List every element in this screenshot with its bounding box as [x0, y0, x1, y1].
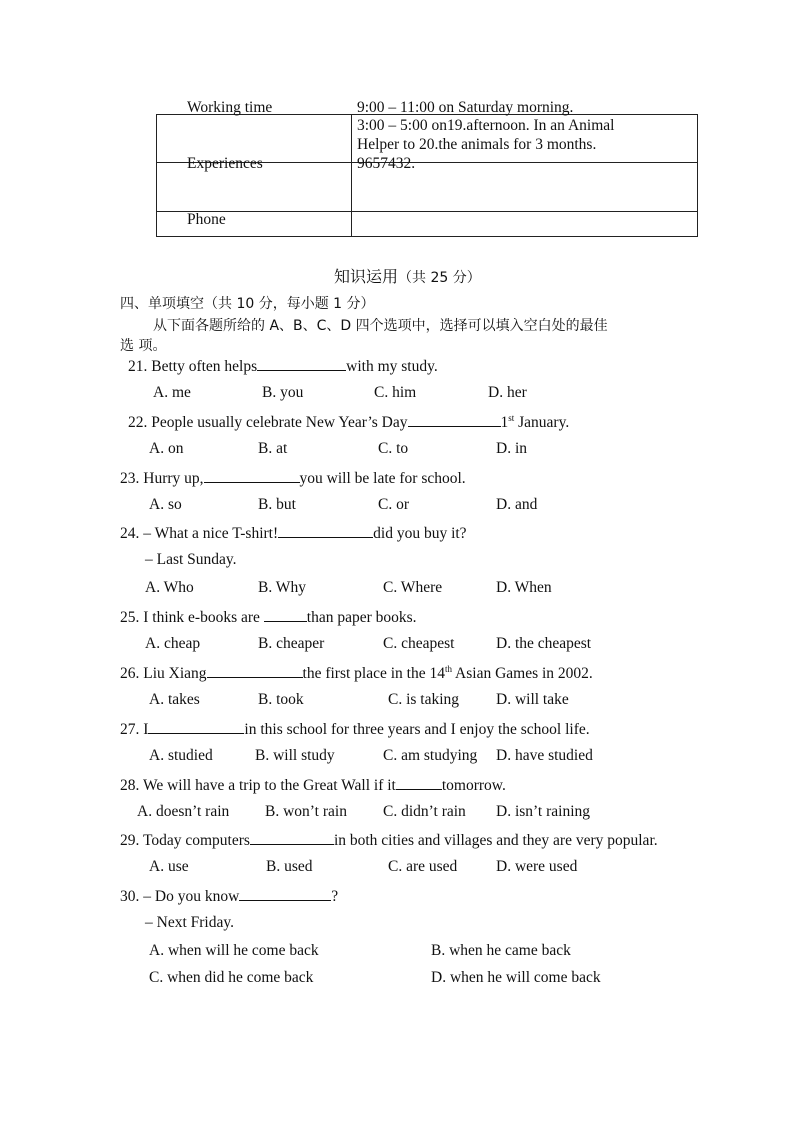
option-b: B. used — [266, 858, 313, 875]
option-a: A. so — [149, 496, 182, 513]
option-d: D. when he will come back — [431, 969, 601, 986]
question-26 — [120, 663, 593, 683]
section-title-score: （共 25 分） — [398, 270, 481, 286]
option-d: D. in — [496, 440, 527, 457]
answer-blank[interactable] — [396, 775, 442, 790]
question-22 — [128, 412, 569, 432]
section-title — [334, 264, 481, 287]
option-a: A. takes — [149, 691, 200, 708]
question-23 — [120, 468, 466, 488]
question-stem: you will be late for school. — [299, 470, 466, 487]
question-24 — [120, 523, 467, 543]
answer-blank[interactable] — [239, 886, 331, 901]
option-c: C. him — [374, 384, 417, 401]
answer-blank[interactable] — [250, 830, 334, 845]
table-border-right — [697, 114, 698, 236]
question-stem: tomorrow. — [441, 777, 506, 794]
option-a: A. me — [153, 384, 191, 401]
option-d: D. her — [488, 384, 527, 401]
option-b: B. cheaper — [258, 635, 325, 652]
phone-number: 9657432. — [357, 155, 416, 172]
question-stem: 30. – Do you know — [120, 888, 240, 905]
option-a: A. on — [149, 440, 184, 457]
dialogue-reply: – Next Friday. — [145, 914, 234, 931]
option-b: B. you — [262, 384, 304, 401]
table-text-line: 3:00 – 5:00 on19.afternoon. In an Animal — [357, 117, 615, 134]
option-a: A. cheap — [145, 635, 201, 652]
question-stem: 24. – What a nice T-shirt! — [120, 525, 279, 542]
option-b: B. at — [258, 440, 288, 457]
answer-blank[interactable] — [264, 607, 307, 622]
option-a: A. use — [149, 858, 189, 875]
question-stem: 23. Hurry up, — [120, 470, 204, 487]
option-c: C. are used — [388, 858, 458, 875]
option-a: A. when will he come back — [149, 942, 319, 959]
answer-blank[interactable] — [257, 356, 346, 371]
option-c: C. is taking — [388, 691, 460, 708]
working-time-label: Working time — [187, 99, 273, 116]
option-d: D. have studied — [496, 747, 593, 764]
question-stem: 26. Liu Xiang — [120, 665, 207, 682]
question-29 — [120, 830, 658, 850]
answer-blank[interactable] — [408, 412, 501, 427]
option-b: B. but — [258, 496, 296, 513]
question-stem: 27. I — [120, 721, 149, 738]
option-b: B. took — [258, 691, 304, 708]
table-border-bottom — [156, 236, 698, 237]
option-d: D. When — [496, 579, 552, 596]
question-stem: 22. People usually celebrate New Year’s Day — [128, 414, 408, 431]
phone-label: Phone — [187, 211, 226, 228]
question-stem: Asian Games in 2002. — [452, 665, 593, 682]
dialogue-reply: – Last Sunday. — [145, 551, 237, 568]
option-c: C. am studying — [383, 747, 478, 764]
question-stem: with my study. — [346, 358, 438, 375]
option-b: B. will study — [255, 747, 335, 764]
part-heading: 四、单项填空（共 10 分，每小题 1 分） — [120, 296, 375, 312]
question-stem: 25. I think e-books are — [120, 609, 264, 626]
working-time-value: 9:00 – 11:00 on Saturday morning. — [357, 99, 574, 116]
ordinal-suffix: th — [445, 663, 453, 674]
question-stem: in this school for three years and I enjoy the school life. — [244, 721, 590, 738]
table-divider — [156, 211, 698, 212]
question-28 — [120, 775, 506, 795]
option-a: A. studied — [149, 747, 213, 764]
instruction-line: 选 项。 — [120, 338, 167, 354]
answer-blank[interactable] — [278, 523, 373, 538]
answer-blank[interactable] — [148, 719, 244, 734]
option-c: C. Where — [383, 579, 443, 596]
question-stem: ? — [331, 888, 339, 905]
answer-blank[interactable] — [204, 468, 300, 483]
table-column-divider — [351, 114, 352, 236]
section-title-text: 知识运用 — [334, 267, 399, 286]
option-d: D. and — [496, 496, 538, 513]
option-d: D. were used — [496, 858, 578, 875]
option-a: A. Who — [145, 579, 194, 596]
option-c: C. didn’t rain — [383, 803, 466, 820]
question-stem: 21. Betty often helps — [128, 358, 258, 375]
answer-blank[interactable] — [207, 663, 303, 678]
option-b: B. Why — [258, 579, 306, 596]
experiences-label: Experiences — [187, 155, 263, 172]
option-b: B. when he came back — [431, 942, 571, 959]
option-c: C. cheapest — [383, 635, 455, 652]
option-d: D. the cheapest — [496, 635, 592, 652]
question-stem: 1 — [500, 414, 509, 431]
table-text-line: Helper to 20.the animals for 3 months. — [357, 136, 597, 153]
question-stem: did you buy it? — [373, 525, 467, 542]
question-30 — [120, 886, 338, 906]
option-c: C. to — [378, 440, 409, 457]
option-d: D. isn’t raining — [496, 803, 590, 820]
question-stem: in both cities and villages and they are very popular. — [333, 832, 658, 849]
option-c: C. or — [378, 496, 409, 513]
question-25 — [120, 607, 417, 627]
question-stem: 29. Today computers — [120, 832, 250, 849]
question-27 — [120, 719, 590, 739]
ordinal-suffix: st — [508, 412, 515, 423]
question-stem: the first place in the 14 — [302, 665, 445, 682]
option-c: C. when did he come back — [149, 969, 314, 986]
table-border-left — [156, 114, 157, 236]
question-stem: than paper books. — [306, 609, 417, 626]
question-stem: January. — [514, 414, 570, 431]
question-21 — [128, 356, 438, 376]
question-stem: 28. We will have a trip to the Great Wall if it — [120, 777, 396, 794]
option-a: A. doesn’t rain — [137, 803, 230, 820]
instruction-line: 从下面各题所给的 A、B、C、D 四个选项中，选择可以填入空白处的最佳 — [153, 318, 608, 334]
option-d: D. will take — [496, 691, 569, 708]
option-b: B. won’t rain — [265, 803, 347, 820]
